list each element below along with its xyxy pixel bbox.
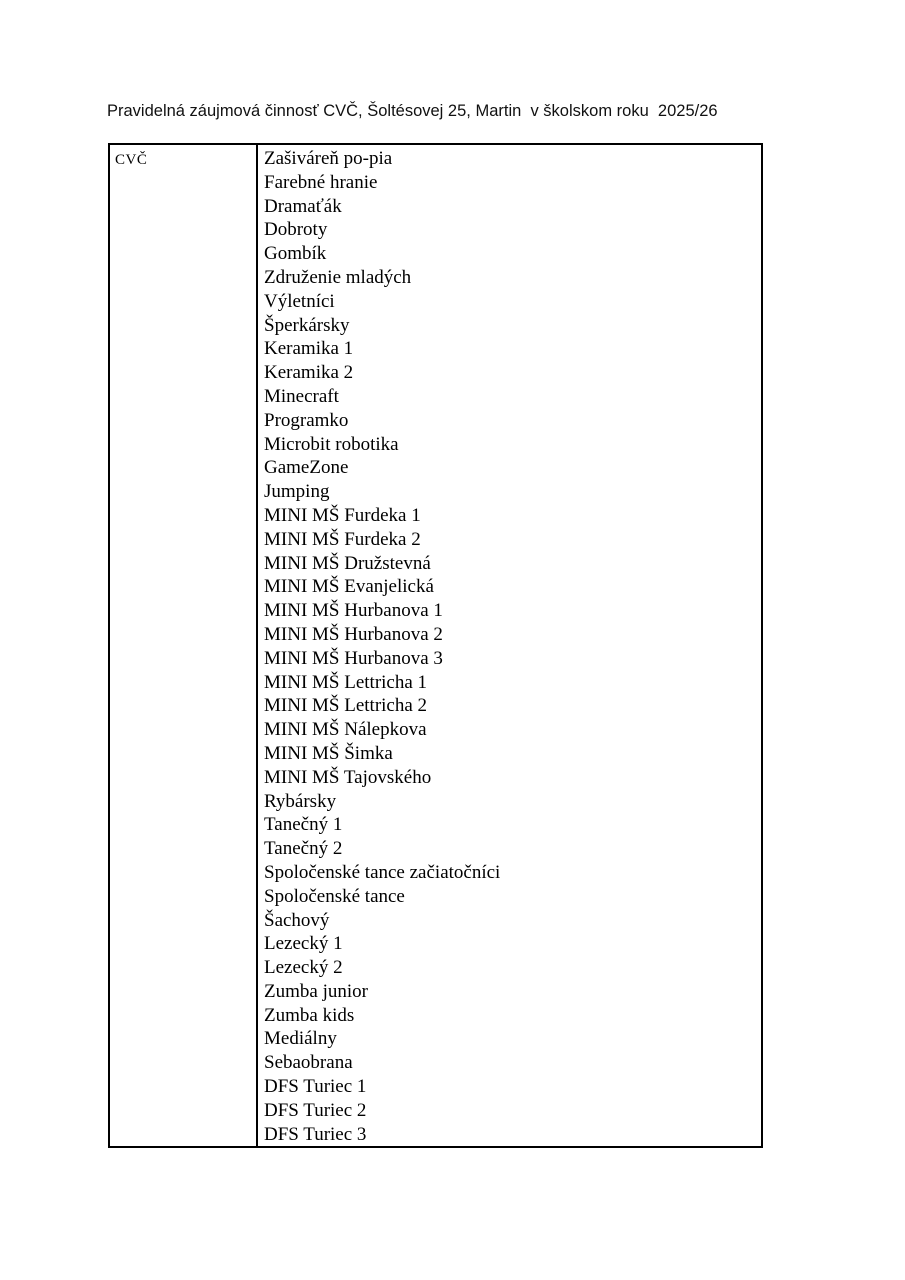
activity-item: Spoločenské tance xyxy=(264,885,405,907)
activity-item: DFS Turiec 3 xyxy=(264,1123,367,1145)
activity-item: Mediálny xyxy=(264,1028,337,1050)
activity-item: GameZone xyxy=(264,457,349,479)
activity-item: MINI MŠ Hurbanova 3 xyxy=(264,647,443,669)
activity-item: DFS Turiec 1 xyxy=(264,1076,367,1098)
activity-item: Gombík xyxy=(264,243,327,265)
activity-item: MINI MŠ Tajovského xyxy=(264,766,432,788)
activities-table xyxy=(108,143,763,1148)
activity-item: Sebaobrana xyxy=(264,1052,353,1074)
activity-item: MINI MŠ Šimka xyxy=(264,742,393,764)
activity-item: MINI MŠ Družstevná xyxy=(264,552,431,574)
activity-item: Lezecký 1 xyxy=(264,933,343,955)
activity-item: MINI MŠ Evanjelická xyxy=(264,576,434,598)
activity-item: Jumping xyxy=(264,481,330,503)
activity-item: Tanečný 2 xyxy=(264,838,343,860)
activity-item: Výletníci xyxy=(264,290,335,312)
activity-item: Združenie mladých xyxy=(264,266,412,288)
document-title: Pravidelná záujmová činnosť CVČ, Šoltésovej 25, Martin v školskom roku 2025/26 xyxy=(107,102,718,120)
activity-item: Keramika 1 xyxy=(264,338,354,360)
activity-item: MINI MŠ Lettricha 1 xyxy=(264,671,428,693)
category-cell xyxy=(110,145,258,1146)
activity-item: DFS Turiec 2 xyxy=(264,1099,367,1121)
activity-item: MINI MŠ Hurbanova 1 xyxy=(264,600,443,622)
activity-item: Šperkársky xyxy=(264,314,350,336)
activity-item: Keramika 2 xyxy=(264,362,354,384)
activity-item: Dobroty xyxy=(264,219,328,241)
activities-cell xyxy=(258,145,761,1146)
activity-item: Tanečný 1 xyxy=(264,814,343,836)
activity-item: Microbit robotika xyxy=(264,433,399,455)
activity-item: Dramaťák xyxy=(264,195,342,217)
activity-item: MINI MŠ Furdeka 1 xyxy=(264,504,421,526)
category-label: CVČ xyxy=(115,152,148,168)
activity-item: Rybársky xyxy=(264,790,337,812)
activity-item: Zumba junior xyxy=(264,980,368,1002)
activity-item: Zumba kids xyxy=(264,1004,355,1026)
activity-item: Minecraft xyxy=(264,385,339,407)
activity-item: MINI MŠ Lettricha 2 xyxy=(264,695,428,717)
activity-item: MINI MŠ Hurbanova 2 xyxy=(264,623,443,645)
activity-item: MINI MŠ Furdeka 2 xyxy=(264,528,421,550)
activity-item: Šachový xyxy=(264,909,330,931)
activity-item: MINI MŠ Nálepkova xyxy=(264,719,427,741)
activity-item: Programko xyxy=(264,409,349,431)
activity-item: Zašiváreň po-pia xyxy=(264,148,393,169)
activity-item: Spoločenské tance začiatočníci xyxy=(264,861,501,883)
activity-item: Lezecký 2 xyxy=(264,957,343,979)
activity-item: Farebné hranie xyxy=(264,171,378,193)
